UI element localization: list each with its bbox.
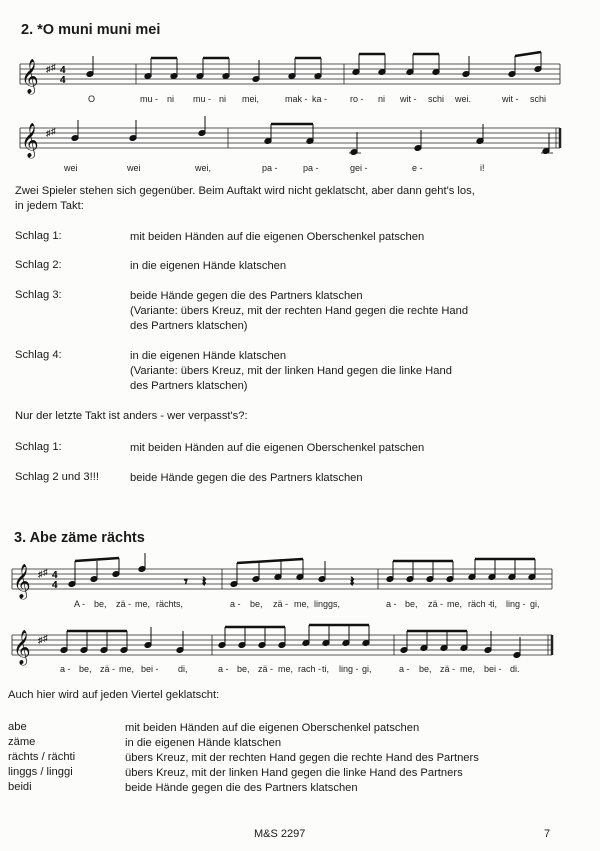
last-bar-note: Nur der letzte Takt ist anders - wer verpasst's?:	[15, 410, 248, 422]
svg-text:♯: ♯	[46, 128, 51, 138]
beat-4-text-1: in die eigenen Hände klatschen	[130, 350, 287, 362]
song2-lyric-4: me,	[135, 599, 151, 609]
word-beidi-text: beide Hände gegen die des Partners klatschen	[125, 782, 358, 794]
song2-intro: Auch hier wird auf jeden Viertel geklatscht:	[8, 689, 220, 701]
beat-2-label: Schlag 2:	[15, 259, 62, 271]
song2-lyric-33: a -	[399, 664, 410, 674]
song2-lyric-37: bei -	[484, 664, 502, 674]
word-beidi: beidi	[8, 781, 32, 793]
song2-lyric-19: a -	[60, 664, 71, 674]
svg-text:𝄽: 𝄽	[350, 573, 355, 589]
song2-lyric-5: rächts,	[156, 599, 184, 609]
song2-lyric-10: linggs,	[314, 599, 341, 609]
song1-staff-1	[20, 48, 565, 118]
svg-text:♯: ♯	[43, 567, 48, 577]
song1-lyric-13: wei.	[455, 94, 472, 104]
song1-lyric-10: ni	[378, 94, 386, 104]
svg-text:4: 4	[52, 570, 58, 581]
song2-lyric-35: zä -	[440, 664, 456, 674]
word-abe: abe	[8, 721, 27, 733]
song2-lyric-34: be,	[419, 664, 432, 674]
beat-3-label: Schlag 3:	[15, 289, 62, 301]
song1-lyric-8: ka -	[312, 94, 328, 104]
beat-4-text-2: (Variante: übers Kreuz, mit der linken Hand gegen die linke Hand	[130, 365, 452, 377]
beat-2-text: in die eigenen Hände klatschen	[130, 260, 287, 272]
beat-3-text-3: des Partners klatschen)	[130, 320, 248, 332]
song2-lyric-29: rach -	[298, 664, 322, 674]
song2-lyric-32: gi,	[362, 664, 372, 674]
svg-text:4: 4	[60, 75, 66, 86]
song2-staff-1	[12, 553, 557, 623]
word-raechts: rächts / rächti	[8, 751, 76, 763]
song1-lyric-14: wit -	[502, 94, 519, 104]
beat-3-text-1: beide Hände gegen die des Partners klatschen	[130, 290, 363, 302]
song2-lyric-38: di.	[510, 664, 520, 674]
song2-lyric-6: a -	[230, 599, 241, 609]
song1-lyric-21: gei -	[350, 163, 368, 173]
svg-text:4: 4	[52, 580, 58, 591]
svg-text:♯: ♯	[51, 126, 56, 136]
song1-intro-line1: Zwei Spieler stehen sich gegenüber. Beim Auftakt wird nicht geklatscht, aber dann geht's los,	[15, 185, 475, 197]
song1-lyric-15: schi	[530, 94, 547, 104]
song2-lyric-14: me,	[447, 599, 463, 609]
word-zaeme-text: in die eigenen Hände klatschen	[125, 737, 282, 749]
song1-lyric-19: pa -	[262, 163, 278, 173]
song2-lyric-22: me,	[119, 664, 135, 674]
song2-lyric-7: be,	[250, 599, 263, 609]
song2-lyric-23: bei -	[141, 664, 159, 674]
word-abe-text: mit beiden Händen auf die eigenen Oberschenkel patschen	[125, 722, 420, 734]
song2-lyric-28: me,	[278, 664, 294, 674]
song1-lyric-22: e -	[412, 163, 423, 173]
svg-text:♯: ♯	[38, 569, 43, 579]
svg-text:𝄾: 𝄾	[184, 573, 188, 589]
catalog-number: M&S 2297	[254, 828, 306, 840]
song2-lyric-17: ling -	[506, 599, 526, 609]
beat-4-label: Schlag 4:	[15, 349, 62, 361]
word-linggs: linggs / linggi	[8, 766, 73, 778]
song2-lyric-21: zä -	[100, 664, 116, 674]
svg-text:♯: ♯	[43, 633, 48, 643]
last-beat-1-label: Schlag 1:	[15, 441, 62, 453]
beat-1-label: Schlag 1:	[15, 230, 62, 242]
word-raechts-text: übers Kreuz, mit der rechten Hand gegen die rechte Hand des Partners	[125, 752, 479, 764]
svg-text:𝄞: 𝄞	[21, 123, 39, 158]
song2-lyric-25: a -	[218, 664, 229, 674]
svg-text:𝄞: 𝄞	[13, 630, 31, 665]
song1-lyric-9: ro -	[350, 94, 364, 104]
last-beat-1-text: mit beiden Händen auf die eigenen Oberschenkel patschen	[130, 442, 425, 454]
svg-text:𝄞: 𝄞	[13, 564, 31, 599]
beat-3-text-2: (Variante: übers Kreuz, mit der rechten Hand gegen die rechte Hand	[130, 305, 469, 317]
song2-lyric-1: A -	[74, 599, 86, 609]
song1-intro-line2: in jedem Takt:	[15, 200, 84, 212]
svg-text:♯: ♯	[51, 62, 56, 72]
song2-lyric-30: ti,	[322, 664, 330, 674]
song1-lyric-20: pa -	[303, 163, 319, 173]
song2-lyric-20: be,	[79, 664, 92, 674]
song1-lyric-16: wei	[64, 163, 78, 173]
song1-lyric-6: mei,	[242, 94, 260, 104]
song1-lyric-18: wei,	[195, 163, 212, 173]
song2-lyric-16: ti,	[490, 599, 498, 609]
song2-lyric-24: di,	[178, 664, 188, 674]
song2-lyric-9: me,	[294, 599, 310, 609]
song1-lyric-17: wei	[127, 163, 141, 173]
song1-lyric-11: wit -	[400, 94, 417, 104]
song2-lyric-8: zä -	[273, 599, 289, 609]
song1-lyric-3: ni	[167, 94, 175, 104]
song1-title: 2. *O muni muni mei	[21, 22, 161, 38]
song2-lyric-26: be,	[237, 664, 250, 674]
song2-lyric-11: a -	[386, 599, 397, 609]
song2-lyric-18: gi,	[530, 599, 540, 609]
svg-text:4: 4	[60, 65, 66, 76]
svg-text:♯: ♯	[38, 635, 43, 645]
svg-text:♯: ♯	[46, 64, 51, 74]
song1-lyric-23: i!	[480, 163, 485, 173]
word-linggs-text: übers Kreuz, mit der linken Hand gegen die linke Hand des Partners	[125, 767, 463, 779]
song1-lyric-12: schi	[428, 94, 445, 104]
beat-4-text-3: des Partners klatschen)	[130, 380, 248, 392]
song2-lyric-13: zä -	[428, 599, 444, 609]
song1-lyric-4: mu -	[193, 94, 211, 104]
song1-lyric-5: ni	[219, 94, 227, 104]
song2-lyric-2: be,	[94, 599, 107, 609]
song1-lyric-2: mu -	[140, 94, 158, 104]
page-number: 7	[544, 828, 551, 840]
song2-lyric-27: zä -	[258, 664, 274, 674]
svg-text:𝄽: 𝄽	[202, 573, 207, 589]
word-zaeme: zäme	[8, 736, 36, 748]
song2-lyric-3: zä -	[116, 599, 132, 609]
song1-lyric-7: mak -	[285, 94, 308, 104]
song2-lyric-15: räch -	[468, 599, 492, 609]
song1-lyric-1: O	[88, 94, 96, 104]
last-beat-2-text: beide Hände gegen die des Partners klatschen	[130, 472, 363, 484]
svg-text:𝄞: 𝄞	[21, 59, 39, 94]
last-beat-2-label: Schlag 2 und 3!!!	[15, 471, 99, 483]
song2-title: 3. Abe zäme rächts	[14, 530, 145, 546]
song2-lyric-31: ling -	[339, 664, 359, 674]
beat-1-text: mit beiden Händen auf die eigenen Oberschenkel patschen	[130, 231, 425, 243]
song2-staff-2	[12, 619, 557, 689]
song2-lyric-12: be,	[405, 599, 418, 609]
song2-lyric-36: me,	[460, 664, 476, 674]
